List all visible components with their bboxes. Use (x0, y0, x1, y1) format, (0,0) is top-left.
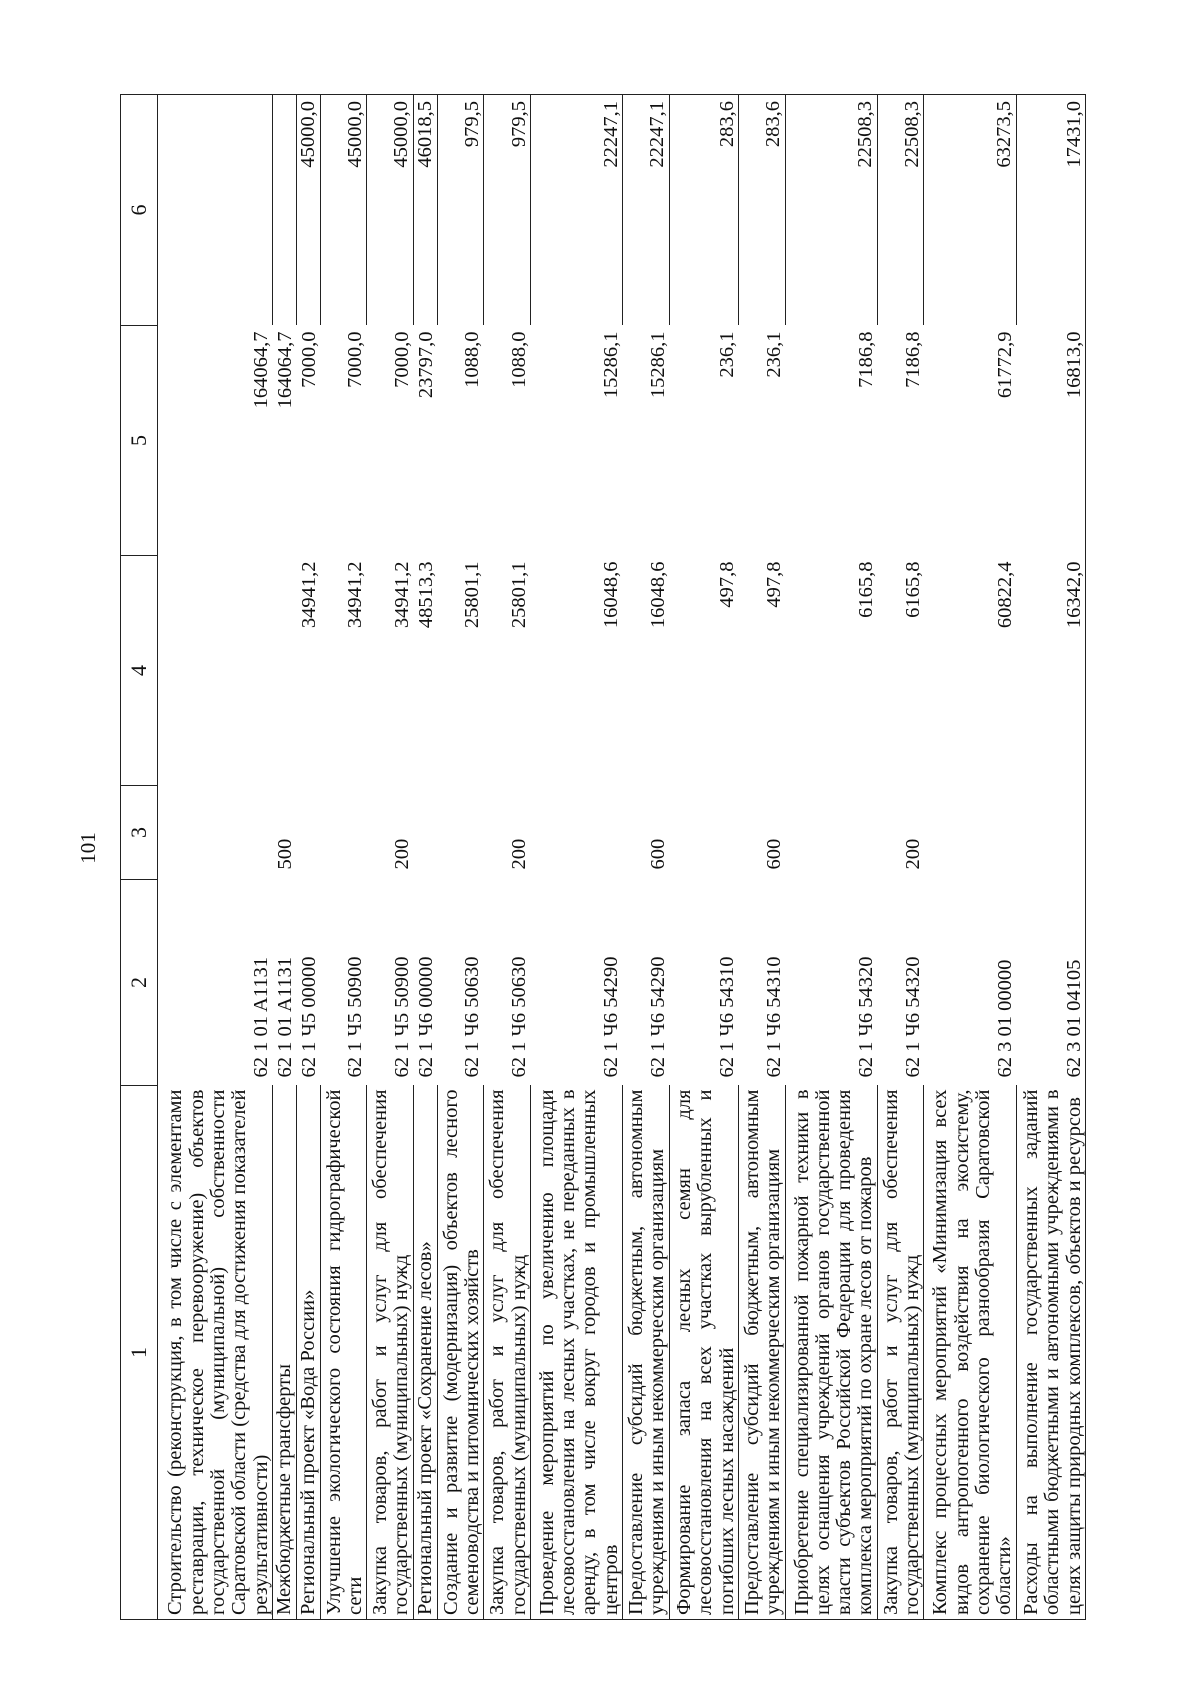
value-col-4: 34941,2 (390, 561, 413, 629)
budget-code: 62 1 Ч5 50900 (390, 956, 413, 1078)
value-col-6: 979,5 (484, 95, 531, 326)
row-name: Предоставление субсидий бюджетным, автономным учреждениям и иным некоммерческим организациям (738, 1086, 785, 1620)
value-col-4: 497,8 (762, 561, 785, 608)
budget-code: 62 1 Ч6 54310 (716, 956, 739, 1078)
table-row (669, 95, 738, 1620)
budget-code: 62 1 Ч6 50630 (508, 956, 531, 1078)
table-row (924, 95, 1016, 1620)
value-col-4: 6165,8 (901, 561, 924, 618)
value-col-4: 497,8 (716, 561, 739, 608)
expense-type (785, 786, 877, 880)
row-name: Создание и развитие (модернизация) объектов лесного семеноводства и питомнических хозяйств (437, 1086, 484, 1620)
row-name: Межбюджетные трансферты (272, 1086, 296, 1620)
value-col-5: 7000,0 (344, 331, 367, 388)
value-col-5: 236,1 (762, 331, 785, 378)
expense-type (924, 786, 1016, 880)
table-row (367, 95, 414, 1620)
value-col-6: 45000,0 (367, 95, 414, 326)
row-name: Формирование запаса лесных семян для лесовосстановления на всех участках вырубленных и погибших лесных насаждений (669, 1086, 738, 1620)
value-col-6: 22508,3 (877, 95, 924, 326)
value-col-6: 22508,3 (785, 95, 877, 326)
value-col-5: 23797,0 (414, 331, 437, 399)
table-row (296, 95, 320, 1620)
expense-type (296, 786, 320, 880)
header-row (121, 95, 158, 1620)
value-col-5: 236,1 (716, 331, 739, 378)
table-row (484, 95, 531, 1620)
value-col-6: 46018,5 (413, 95, 437, 326)
row-name: Закупка товаров, работ и услуг для обеспечения государственных (муниципальных) нужд (367, 1086, 414, 1620)
value-col-5: 164064,7 (250, 331, 273, 409)
expense-type (437, 786, 484, 880)
column-header: 6 (121, 95, 158, 326)
value-col-5: 7000,0 (390, 331, 413, 388)
value-col-4: 48513,3 (414, 561, 437, 629)
budget-code: 62 3 01 00000 (993, 959, 1016, 1078)
row-name: Улучшение экологического состояния гидрографической сети (320, 1086, 367, 1620)
expense-type (413, 786, 437, 880)
budget-code: 62 1 Ч5 50900 (344, 956, 367, 1078)
budget-table (120, 94, 1086, 1620)
value-col-4 (272, 556, 296, 786)
expense-type (669, 786, 738, 880)
value-col-6: 283,6 (669, 95, 738, 326)
value-col-6: 17431,0 (1016, 95, 1085, 326)
column-header: 1 (121, 1086, 158, 1620)
value-col-5: 61772,9 (993, 331, 1016, 399)
value-col-5: 1088,0 (508, 331, 531, 388)
value-col-6: 283,6 (738, 95, 785, 326)
budget-code: 62 1 Ч6 54290 (646, 956, 669, 1078)
table-row (530, 95, 622, 1620)
value-col-6 (158, 95, 273, 326)
value-col-5: 164064,7 (273, 331, 296, 409)
expense-type: 200 (901, 838, 924, 870)
expense-type: 500 (273, 838, 296, 870)
budget-code: 62 1 01 A1131 (273, 956, 296, 1078)
value-col-4: 16048,6 (646, 561, 669, 629)
expense-type: 600 (762, 838, 785, 870)
budget-code: 62 1 Ч6 54290 (600, 956, 623, 1078)
value-col-4: 60822,4 (993, 561, 1016, 629)
budget-code: 62 1 Ч5 00000 (297, 956, 320, 1078)
value-col-6: 979,5 (437, 95, 484, 326)
value-col-4: 6165,8 (854, 561, 877, 618)
table-row (1016, 95, 1085, 1620)
value-col-5: 1088,0 (461, 331, 484, 388)
table-row (158, 95, 273, 1620)
budget-code: 62 1 Ч6 50630 (461, 956, 484, 1078)
row-name: Закупка товаров, работ и услуг для обеспечения государственных (муниципальных) нужд (484, 1086, 531, 1620)
table-row (320, 95, 367, 1620)
row-name: Региональный проект «Вода России» (296, 1086, 320, 1620)
value-col-5: 7000,0 (297, 331, 320, 388)
table-row (738, 95, 785, 1620)
table-row (413, 95, 437, 1620)
budget-code: 62 1 01 A1131 (250, 956, 273, 1078)
row-name: Приобретение специализированной пожарной техники в целях оснащения учреждений органов государственной власти субъектов Российской Федерации для проведения комплекса мероприятий по охране лесов от пожаров (785, 1086, 877, 1620)
expense-type (320, 786, 367, 880)
table-row (623, 95, 670, 1620)
budget-code: 62 1 Ч6 54320 (854, 956, 877, 1078)
table-row (785, 95, 877, 1620)
table-row (272, 95, 296, 1620)
budget-code: 62 1 Ч6 00000 (414, 956, 437, 1078)
row-name: Проведение мероприятий по увеличению площади лесовосстановления на лесных участках, не переданных в аренду, в том числе вокруг городов и промышленных центров (530, 1086, 622, 1620)
value-col-6: 22247,1 (530, 95, 622, 326)
row-name: Расходы на выполнение государственных заданий областными бюджетными и автономными учреждениями в целях защиты природных комплексов, объектов и ресурсов (1016, 1086, 1085, 1620)
value-col-4: 34941,2 (344, 561, 367, 629)
row-name: Закупка товаров, работ и услуг для обеспечения государственных (муниципальных) нужд (877, 1086, 924, 1620)
column-header: 2 (121, 880, 158, 1086)
expense-type: 600 (646, 838, 669, 870)
row-name: Региональный проект «Сохранение лесов» (413, 1086, 437, 1620)
expense-type (1016, 786, 1085, 880)
page-number: 101 (76, 832, 100, 864)
value-col-6: 22247,1 (623, 95, 670, 326)
value-col-4: 16342,0 (1016, 556, 1085, 786)
column-header: 5 (121, 326, 158, 556)
value-col-4: 25801,1 (508, 561, 531, 629)
budget-code: 62 1 Ч6 54320 (901, 956, 924, 1078)
value-col-5: 7186,8 (901, 331, 924, 388)
value-col-4: 34941,2 (297, 561, 320, 629)
column-header: 3 (121, 786, 158, 880)
expense-type: 200 (390, 838, 413, 870)
value-col-6: 45000,0 (320, 95, 367, 326)
row-name: Предоставление субсидий бюджетным, автономным учреждениям и иным некоммерческим организациям (623, 1086, 670, 1620)
value-col-5: 15286,1 (646, 331, 669, 399)
table-row (437, 95, 484, 1620)
value-col-6: 63273,5 (924, 95, 1016, 326)
value-col-5: 15286,1 (600, 331, 623, 399)
value-col-4: 25801,1 (461, 561, 484, 629)
value-col-5: 16813,0 (1016, 326, 1085, 556)
value-col-6: 45000,0 (296, 95, 320, 326)
value-col-5: 7186,8 (854, 331, 877, 388)
column-header: 4 (121, 556, 158, 786)
row-name: Строительство (реконструкция, в том числе с элементами реставрации, техническое перевооружение) объектов государственной (муниципальной) собственности Саратовской области (средства для достижения показателей результативности) (158, 1086, 273, 1620)
expense-type (530, 786, 622, 880)
expense-type (158, 786, 273, 880)
row-name: Комплекс процессных мероприятий «Минимизация всех видов антропогенного воздействия на экосистему, сохранение биологического разнообразия Саратовской области» (924, 1086, 1016, 1620)
table-row (877, 95, 924, 1620)
value-col-4 (158, 556, 273, 786)
value-col-6 (272, 95, 296, 326)
budget-code: 62 1 Ч6 54310 (762, 956, 785, 1078)
budget-code: 62 3 01 04105 (1016, 880, 1085, 1086)
expense-type: 200 (508, 838, 531, 870)
value-col-4: 16048,6 (600, 561, 623, 629)
